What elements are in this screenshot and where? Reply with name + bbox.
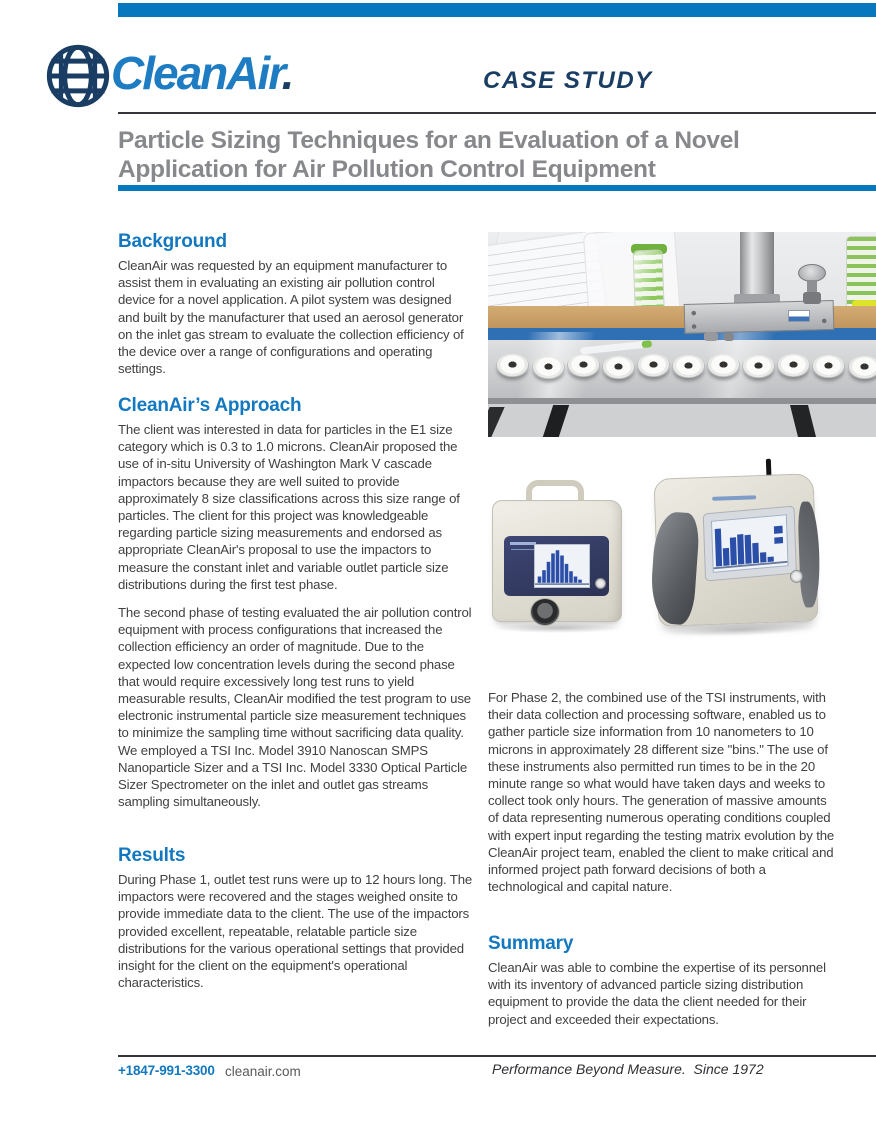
globe-icon [44,42,112,110]
doc-type-label: CASE STUDY [483,67,653,94]
photo-impactor-stage [672,355,705,378]
instrument-inlet-port [530,598,560,626]
background-heading: Background [118,231,227,252]
instrument-shadow [494,623,622,633]
photo-impactor-stage [848,356,876,379]
brand-period: . [281,47,293,99]
footer-website-link[interactable]: cleanair.com [225,1064,301,1079]
photo-impactor-stage [812,355,845,378]
instrument-side-panel [797,501,821,608]
background-paragraph: CleanAir was requested by an equipment manufacturer to assist them in evaluating an existing air pollution control device for a novel application. A pilot system was designed and built by the manufacturer that used an aerosol generator on the inlet gas stream to evaluate the collection efficiency of the device over a range of configurations and operating settings. [118,258,464,377]
approach-heading: CleanAir’s Approach [118,395,302,416]
photo-fitting [803,292,821,304]
results-paragraph: During Phase 1, outlet test runs were up to 12 hours long. The impactors were recovered and the stages weighed onsite to provide immediate data to the client. The use of the impactors provided excellent, repeatable, relatable particle size distributions for the various operational settings that provided insight for the client on the equipment's operational characteristics. [118,872,473,991]
photo-impactor-stage [602,356,635,379]
header-divider [118,112,876,114]
brand-wordmark [111,46,292,100]
instrument-panel-text [510,542,536,545]
photo-impactor-stage [567,354,600,377]
instrument-logo-badge [595,578,606,589]
footer-phone: +1847-991-3300 [118,1063,215,1078]
footer-divider [118,1055,876,1057]
photo-impactor-stage [496,354,529,377]
phase2-paragraph: For Phase 2, the combined use of the TSI instruments, with their data collection and processing software, enabled us to gather particle size information from 10 nanometers to 10 microns in approximately 28 different size "bins." The use of these instruments also permitted run times to be in the 20 minute range so what would have taken days and weeks to collect took only hours. The generation of massive amounts of data representing numerous operating conditions coupled with expert input regarding the testing matrix evolution by the CleanAir project team, enabled the client to make critical and informed project path forward decisions of both a technological and capital nature. [488,690,835,895]
photo-plate-label [788,310,810,322]
summary-paragraph: CleanAir was able to combine the expertise of its personnel with its inventory of advanced particle sizing distribution equipment to provide the data the client needed for their project and exceeded their expectations. [488,960,826,1027]
photo-metal-bit [724,333,734,341]
page-title: Particle Sizing Techniques for an Evaluation of a Novel Application for Air Pollution Control Equipment [118,127,740,183]
brand-name: CleanAir [111,47,282,99]
top-accent-bar [118,3,876,17]
title-divider [118,185,876,191]
approach-paragraph-1: The client was interested in data for particles in the E1 size category which is 0.3 to 1.0 microns. CleanAir proposed the use of in-situ University of Washington Mark V cascade impactors because they are well suited to provide approximately 8 size classifications across this size range of particles. The client for this project was knowledgeable regarding particle sizing measurements and endorsed as appropriate CleanAir's proposal to use the impactors to measure the constant inlet and variable outlet particle size distributions during the first test phase. [118,422,460,592]
optical-particle-sizer-instrument [653,467,818,632]
photo-metal-bit [704,332,718,341]
photo-impactor-stage [532,356,565,379]
photo-steel-plate [684,300,835,334]
instruments-photo [488,458,876,670]
approach-paragraph-2: The second phase of testing evaluated the air pollution control equipment with process configurations that increased the collection efficiency an order of magnitude. Due to the expected low concentration levels during the second phase that would require excessively long test runs to yield measurable results, CleanAir modified the test program to use electronic instrumental particle size measurement techniques to minimize the sampling time without sacrificing data quality. We employed a TSI Inc. Model 3910 Nanoscan SMPS Nanoparticle Sizer and a TSI Inc. Model 3330 Optical Particle Sizer Spectrometer on the inlet and outlet gas streams sampling simultaneously. [118,605,472,810]
instrument-screen [534,544,590,588]
photo-impactor-stage [742,355,775,378]
photo-impactor-stage [707,354,740,377]
nanoscan-smps-instrument [492,480,622,630]
summary-heading: Summary [488,933,574,954]
bench-photo [488,232,876,437]
photo-impactor-stage [777,354,810,377]
results-heading: Results [118,845,186,866]
instrument-screen [711,514,789,573]
photo-impactor-stage [637,354,670,377]
footer-tagline: Performance Beyond Measure. Since 1972 [492,1061,764,1077]
